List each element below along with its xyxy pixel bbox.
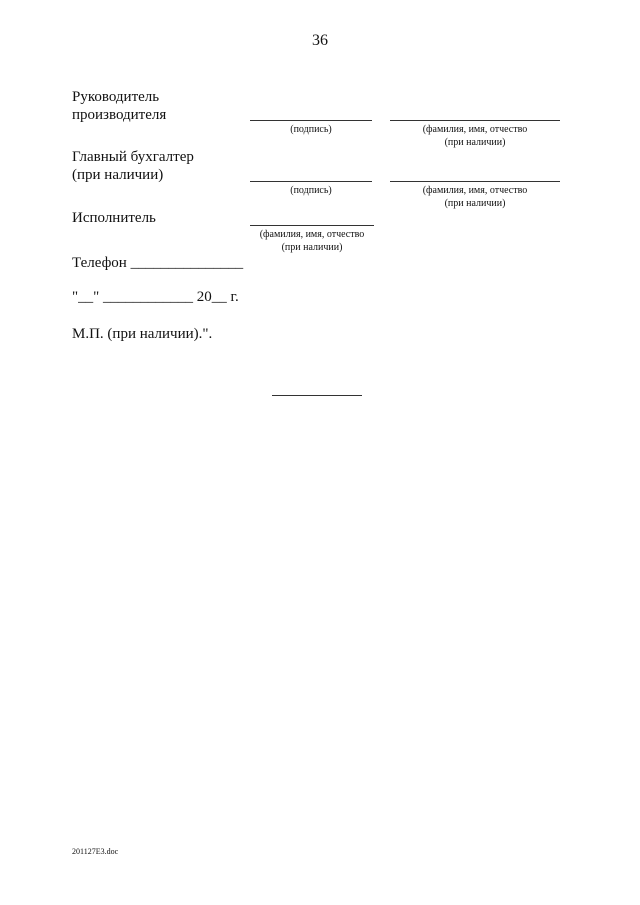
accountant-name-caption <box>390 184 560 210</box>
executor-label-line-1: Исполнитель <box>72 210 156 226</box>
director-name-caption-line-2: (при наличии) <box>444 137 506 148</box>
footer-filename: 201127E3.doc <box>72 847 119 856</box>
director-label-line-2: производителя <box>72 107 167 123</box>
director-label <box>72 88 166 124</box>
director-label-line-1: Руководитель <box>72 89 160 105</box>
date-line: "__" ____________ 20__ г. <box>72 289 239 305</box>
executor-name-caption-line-2: (при наличии) <box>281 242 343 253</box>
accountant-name-caption-line-2: (при наличии) <box>444 198 506 209</box>
accountant-signature-caption: (подпись) <box>290 185 332 196</box>
executor-name-caption <box>250 228 374 254</box>
closing-separator-line <box>272 395 362 396</box>
accountant-name-line <box>390 181 560 182</box>
director-name-line <box>390 120 560 121</box>
accountant-label-line-2: (при наличии) <box>72 167 164 183</box>
director-signature-caption: (подпись) <box>290 124 332 135</box>
accountant-label <box>72 148 194 184</box>
executor-label <box>72 209 156 227</box>
executor-name-line <box>250 225 374 226</box>
accountant-label-line-1: Главный бухгалтер <box>72 149 194 165</box>
accountant-name-caption-line-1: (фамилия, имя, отчество <box>422 185 528 196</box>
director-name-caption <box>390 123 560 149</box>
stamp-line: М.П. (при наличии).". <box>72 326 213 342</box>
accountant-signature-line <box>250 181 372 182</box>
director-signature-line <box>250 120 372 121</box>
page-number: 36 <box>312 32 328 49</box>
executor-name-caption-line-1: (фамилия, имя, отчество <box>259 229 365 240</box>
phone-line: Телефон _______________ <box>72 255 244 271</box>
director-name-caption-line-1: (фамилия, имя, отчество <box>422 124 528 135</box>
